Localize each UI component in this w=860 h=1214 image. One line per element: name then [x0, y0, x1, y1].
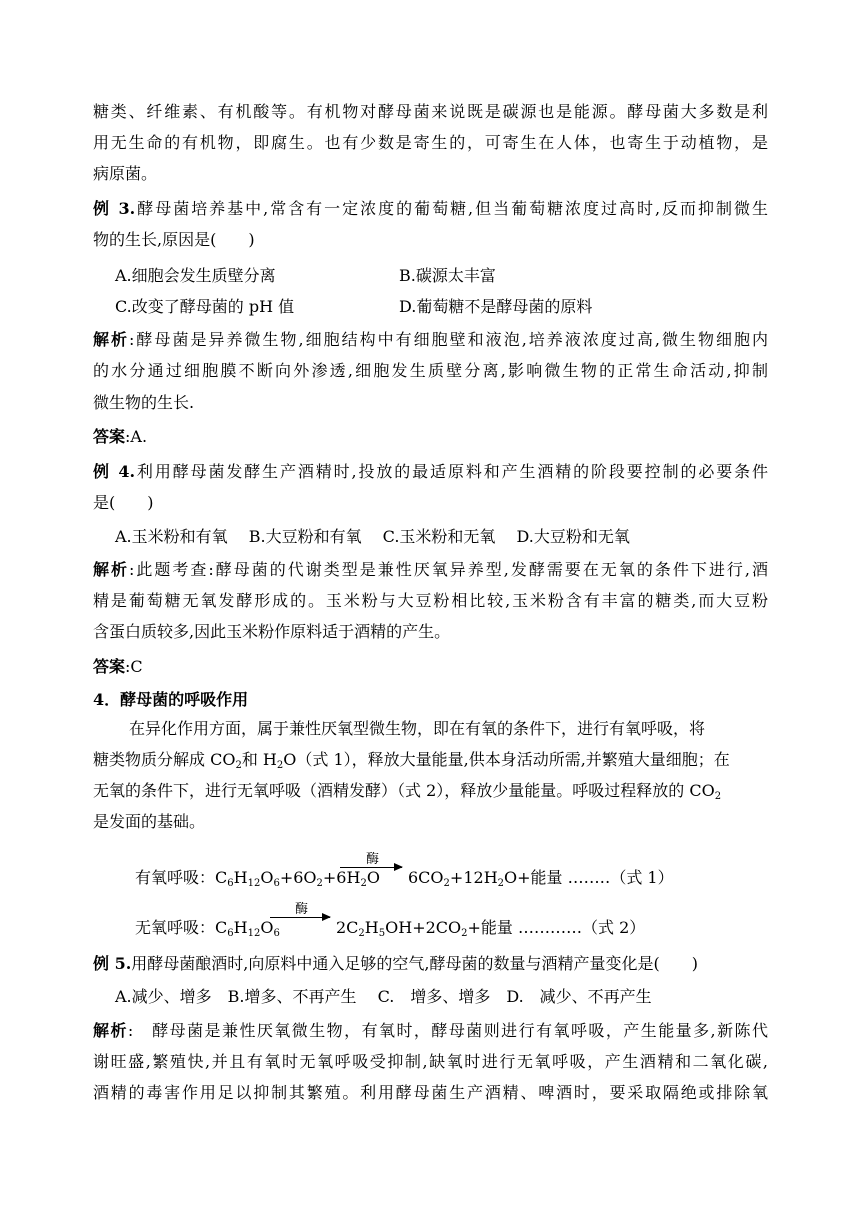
section-4-heading: 4．酵母菌的呼吸作用: [93, 690, 249, 709]
example-5-analysis-2: 谢旺盛,繁殖快,并且有氧时无氧呼吸受抑制,缺氧时进行无氧呼吸，产生酒精和二氧化碳,: [93, 1052, 768, 1071]
reaction-arrow: [340, 867, 402, 868]
example-5-analysis-3: 酒精的毒害作用足以抑制其繁殖。利用酵母菌生产酒精、啤酒时，要采取隔绝或排除氧: [93, 1083, 768, 1102]
example-5-options: A.减少、增多 B.增多、不再产生 C. 增多、增多 D. 减少、不再产生: [115, 987, 652, 1006]
analysis-label: 解析: [93, 1021, 128, 1040]
answer-label: 答案: [93, 657, 126, 676]
example-4-options: A.玉米粉和有氧 B.大豆粉和有氧 C.玉米粉和无氧 D.大豆粉和无氧: [115, 527, 630, 546]
intro-line-2: 用无生命的有机物，即腐生。也有少数是寄生的，可寄生在人体，也寄生于动植物，是: [93, 133, 768, 152]
anaerobic-equation-left: 无氧呼吸：$C_6H_{12}O_6$: [135, 918, 280, 939]
example-3-option-c: C.改变了酵母菌的 pH 值: [115, 297, 295, 316]
example-4-analysis-2: 精是葡萄糖无氧发酵形成的。玉米粉与大豆粉相比较,玉米粉含有丰富的糖类,而大豆粉: [93, 591, 768, 610]
example-4-analysis-1: 解析:此题考查:酵母菌的代谢类型是兼性厌氧异养型,发酵需要在无氧的条件下进行,酒: [93, 560, 768, 579]
example-3-analysis-2: 的水分通过细胞膜不断向外渗透,细胞发生质壁分离,影响微生物的正常生命活动,抑制: [93, 361, 768, 380]
example-5-analysis-1: 解析: 酵母菌是兼性厌氧微生物，有氧时，酵母菌则进行有氧呼吸，产生能量多,新陈代: [93, 1021, 768, 1040]
analysis-label: 解析: [93, 330, 130, 349]
aerobic-equation-right: $6CO_2+12H_2O+$能量 ‥‥‥‥（式 1）: [408, 868, 674, 889]
intro-line-1: 糖类、纤维素、有机酸等。有机物对酵母菌来说既是碳源也是能源。酵母菌大多数是利: [93, 102, 768, 121]
example-3-answer: 答案:A.: [93, 427, 148, 446]
example-4-question-2: 是( ): [93, 493, 154, 512]
analysis-label: 解析: [93, 560, 130, 579]
example-4-analysis-3: 含蛋白质较多,因此玉米粉作原料适于酒精的产生。: [93, 622, 451, 641]
example-5-question: 例 5.用酵母菌酿酒时,向原料中通入足够的空气,酵母菌的数量与酒精产量变化是( ): [93, 954, 698, 973]
example-3-option-b: B.碳源太丰富: [399, 266, 496, 285]
example-3-option-a: A.细胞会发生质壁分离: [115, 266, 276, 285]
example-3-option-d: D.葡萄糖不是酵母菌的原料: [399, 297, 593, 316]
section-4-paragraph-3: 无氧的条件下，进行无氧呼吸（酒精发酵）（式 2），释放少量能量。呼吸过程释放的 $CO_2$: [93, 781, 722, 802]
example-3-question-2: 物的生长,原因是( ): [93, 230, 255, 249]
answer-label: 答案: [93, 427, 126, 446]
aerobic-equation-left: 有氧呼吸：$C_6H_{12}O_6+6O_2+6H_2O$: [135, 868, 380, 889]
example-4-question-1: 例 4.利用酵母菌发酵生产酒精时,投放的最适原料和产生酒精的阶段要控制的必要条件: [93, 462, 768, 481]
enzyme-label: 酶: [366, 852, 380, 867]
section-4-paragraph-4: 是发面的基础。: [93, 812, 206, 831]
section-4-paragraph-2: 糖类物质分解成 $CO_2$和 $H_2O$（式 1），释放大量能量,供本身活动所需,并繁殖大量细胞；在: [93, 750, 730, 771]
intro-line-3: 病原菌。: [93, 164, 158, 183]
example-3-label: 例 3.: [93, 199, 136, 218]
example-4-answer: 答案:C: [93, 657, 143, 676]
section-4-paragraph-1: 在异化作用方面，属于兼性厌氧型微生物，即在有氧的条件下，进行有氧呼吸，将: [129, 719, 706, 738]
reaction-arrow: [270, 917, 330, 918]
example-3-question-1: 例 3.酵母菌培养基中,常含有一定浓度的葡萄糖,但当葡萄糖浓度过高时,反而抑制微生: [93, 199, 768, 218]
example-3-analysis-3: 微生物的生长.: [93, 393, 195, 412]
example-5-label: 例 5.: [93, 954, 132, 973]
example-4-label: 例 4.: [93, 462, 136, 481]
enzyme-label: 酶: [295, 902, 309, 917]
example-3-analysis-1: 解析:酵母菌是异养微生物,细胞结构中有细胞壁和液泡,培养液浓度过高,微生物细胞内: [93, 330, 768, 349]
anaerobic-equation-right: $2C_2H_5OH+2CO_2+$能量 ‥‥‥‥‥‥（式 2）: [336, 918, 646, 939]
